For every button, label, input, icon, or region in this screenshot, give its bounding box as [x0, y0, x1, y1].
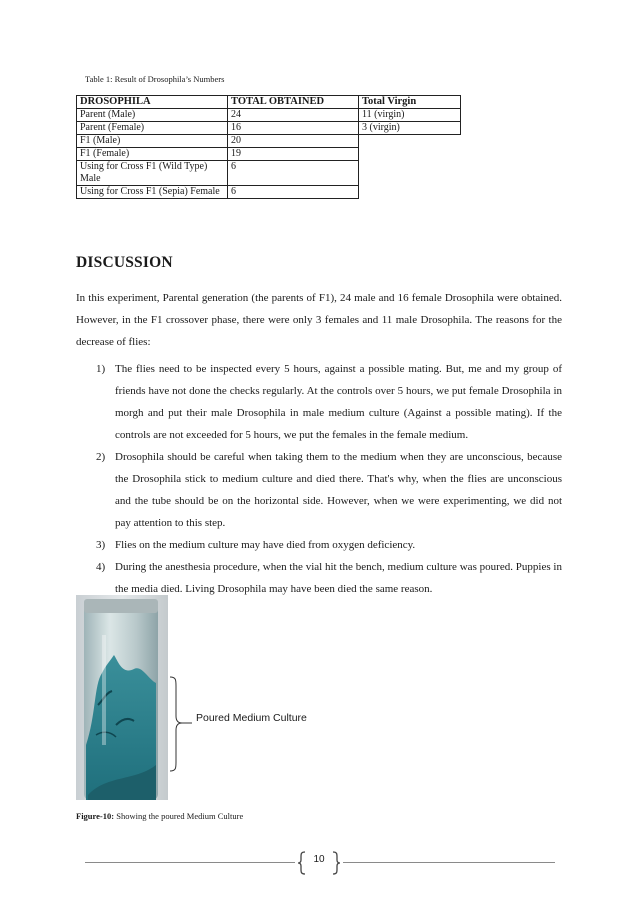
right-brace-icon [331, 851, 341, 875]
list-item [76, 534, 562, 556]
culture-vial-photo [76, 595, 168, 800]
list-item-text: During the anesthesia procedure, when the vial hit the bench, medium culture was poured. Puppies in the media died. Living Drosophila may have been died the same reason. [115, 561, 562, 595]
table-row [77, 148, 461, 161]
table-cell-empty [359, 161, 461, 186]
table-row [77, 109, 461, 122]
callout-label: Poured Medium Culture [196, 712, 307, 724]
list-number: 2) [96, 451, 106, 463]
list-item [76, 358, 562, 446]
list-number: 1) [96, 363, 106, 375]
discussion-heading: DISCUSSION [76, 254, 173, 271]
table-cell-empty [359, 186, 461, 199]
table-cell: Using for Cross F1 (Wild Type) Male [77, 161, 228, 186]
list-item-text: Flies on the medium culture may have died from oxygen deficiency. [115, 539, 416, 551]
list-number: 4) [96, 561, 106, 573]
table-cell: Using for Cross F1 (Sepia) Female [77, 186, 228, 199]
list-item [76, 556, 562, 600]
reasons-list [76, 358, 562, 600]
table-cell: Parent (Male) [77, 109, 228, 122]
table-cell: F1 (Male) [77, 135, 228, 148]
table-row [77, 186, 461, 199]
left-brace-icon [297, 851, 307, 875]
results-table [76, 95, 461, 199]
figure-caption [76, 811, 243, 821]
table-row [77, 135, 461, 148]
table-cell: F1 (Female) [77, 148, 228, 161]
list-item [76, 446, 562, 534]
table-cell: 16 [228, 122, 359, 135]
table-row [77, 161, 461, 186]
table-cell: 20 [228, 135, 359, 148]
figure-caption-label: Figure-10: [76, 811, 115, 821]
table-cell: Parent (Female) [77, 122, 228, 135]
table-cell: 3 (virgin) [359, 122, 461, 135]
column-header: TOTAL OBTAINED [228, 96, 359, 109]
list-item-text: The flies need to be inspected every 5 hours, against a possible mating. But, me and my group of friends have not done the checks regularly. At the controls over 5 hours, we put female Drosophila in morgh and put their male Drosophila in male medium culture (Against a possible mating). If the controls are not exceeded for 5 hours, we put the females in the female medium. [115, 363, 562, 441]
list-number: 3) [96, 539, 106, 551]
footer-rule-right [343, 862, 555, 863]
discussion-intro: In this experiment, Parental generation (the parents of F1), 24 male and 16 female Drosophila were obtained. However, in the F1 crossover phase, there were only 3 females and 11 male Drosophila. The reasons for the decrease of flies: [76, 292, 562, 348]
table-cell-empty [359, 148, 461, 161]
table-header-row [77, 96, 461, 109]
column-header: Total Virgin [359, 96, 461, 109]
table-cell: 24 [228, 109, 359, 122]
page-footer [85, 848, 555, 878]
table-caption: Table 1: Result of Drosophila’s Numbers [85, 74, 225, 84]
table-cell: 19 [228, 148, 359, 161]
table-cell-empty [359, 135, 461, 148]
column-header: DROSOPHILA [77, 96, 228, 109]
list-item-text: Drosophila should be careful when taking them to the medium when they are unconscious, because the Drosophila stick to medium culture and died there. That's why, when the flies are unconscious and the tube should be on the horizontal side. However, when we were experimenting, we did not pay attention to this step. [115, 451, 562, 529]
callout-bracket-icon [168, 676, 194, 772]
table-cell: 6 [228, 161, 359, 186]
footer-rule-left [85, 862, 295, 863]
page-number: 10 [313, 854, 325, 865]
table-row [77, 122, 461, 135]
table-cell: 6 [228, 186, 359, 199]
table-cell: 11 (virgin) [359, 109, 461, 122]
figure-caption-text: Showing the poured Medium Culture [114, 811, 244, 821]
